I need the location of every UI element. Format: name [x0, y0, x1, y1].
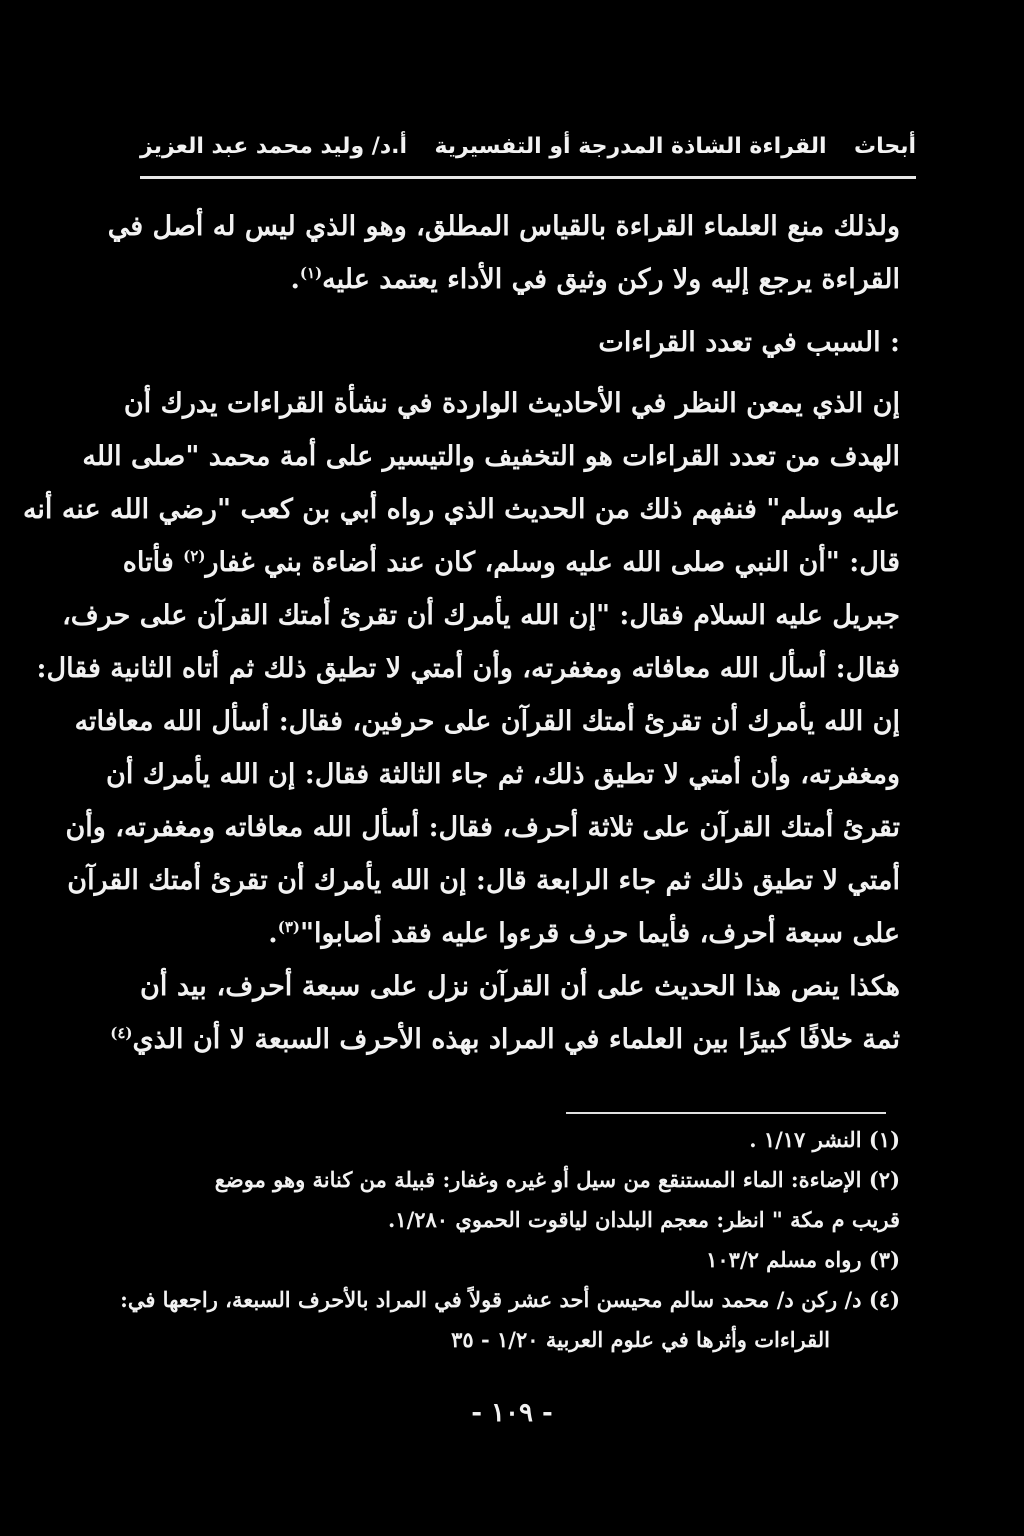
body-line: ولذلك منع العلماء القراءة بالقياس المطلق، وهو الذي ليس له أصل في — [107, 211, 900, 242]
header-title: القراءة الشاذة المدرجة أو التفسيرية — [434, 133, 827, 159]
footnote-continuation: القراءات وأثرها في علوم العربية ١/٢٠ - ٣٥ — [451, 1327, 830, 1352]
body-line: إن الله يأمرك أن تقرئ أمتك القرآن على حرفين، فقال: أسأل الله معافاته — [74, 706, 900, 737]
header-author: أ.د/ وليد محمد عبد العزيز — [140, 133, 408, 159]
body-line: إن الذي يمعن النظر في الأحاديث الواردة في نشأة القراءات يدرك أن — [123, 388, 900, 419]
footnote-divider — [566, 1112, 886, 1114]
body-text — [22, 200, 900, 1066]
body-line: ومغفرته، وأن أمتي لا تطيق ذلك، ثم جاء الثالثة فقال: إن الله يأمرك أن — [106, 759, 900, 790]
body-line: تقرئ أمتك القرآن على ثلاثة أحرف، فقال: أسأل الله معافاته ومغفرته، وأن — [65, 812, 900, 843]
footnote-marker: (١) — [299, 264, 323, 282]
body-line: القراءة يرجع إليه ولا ركن وثيق في الأداء يعتمد عليه$^{(١)}$. — [290, 264, 900, 295]
body-line: أمتي لا تطيق ذلك ثم جاء الرابعة قال: إن الله يأمرك أن تقرئ أمتك القرآن — [67, 865, 900, 896]
footnote: (٤) د/ ركن د/ محمد سالم محيسن أحد عشر قولاً في المراد بالأحرف السبعة، راجعها في: — [120, 1287, 900, 1312]
footnote-marker: (٢) — [183, 547, 206, 565]
footnote-marker: (٣) — [277, 918, 300, 936]
footnote: (١) النشر ١/١٧ . — [749, 1127, 900, 1152]
footnotes — [120, 1120, 900, 1360]
running-header — [140, 128, 916, 164]
body-line: عليه وسلم" فنفهم ذلك من الحديث الذي رواه أبي بن كعب "رضي الله عنه أنه — [22, 494, 900, 525]
header-section: أبحاث — [853, 133, 916, 159]
body-line: على سبعة أحرف، فأيما حرف قرءوا عليه فقد أصابوا"$^{(٣)}$. — [268, 918, 900, 949]
footnote: (٢) الإضاءة: الماء المستنقع من سيل أو غيره وغفار: قبيلة من كنانة وهو موضع — [214, 1167, 900, 1192]
footnote-marker: (٤) — [110, 1024, 133, 1042]
header-divider — [140, 176, 916, 179]
body-line: قال: "أن النبي صلى الله عليه وسلم، كان عند أضاءة بني غفار$^{(٢)}$ فأتاه — [122, 547, 900, 578]
section-heading: : السبب في تعدد القراءات — [598, 327, 900, 358]
footnote-continuation: قريب م مكة " انظر: معجم البلدان لياقوت الحموي ١/٢٨٠. — [387, 1207, 900, 1232]
body-line: ثمة خلافًا كبيرًا بين العلماء في المراد بهذه الأحرف السبعة لا أن الذي$^{(٤)}$ — [110, 1024, 900, 1055]
body-line: هكذا ينص هذا الحديث على أن القرآن نزل على سبعة أحرف، بيد أن — [140, 971, 900, 1002]
page-number: - ١٠٩ - — [471, 1398, 553, 1428]
body-line: فقال: أسأل الله معافاته ومغفرته، وأن أمتي لا تطيق ذلك ثم أتاه الثانية فقال: — [36, 653, 900, 684]
body-line: جبريل عليه السلام فقال: "إن الله يأمرك أن تقرئ أمتك القرآن على حرف، — [62, 600, 900, 631]
footnote: (٣) رواه مسلم ١٠٣/٢ — [706, 1247, 900, 1272]
body-line: الهدف من تعدد القراءات هو التخفيف والتيسير على أمة محمد "صلى الله — [82, 441, 900, 472]
